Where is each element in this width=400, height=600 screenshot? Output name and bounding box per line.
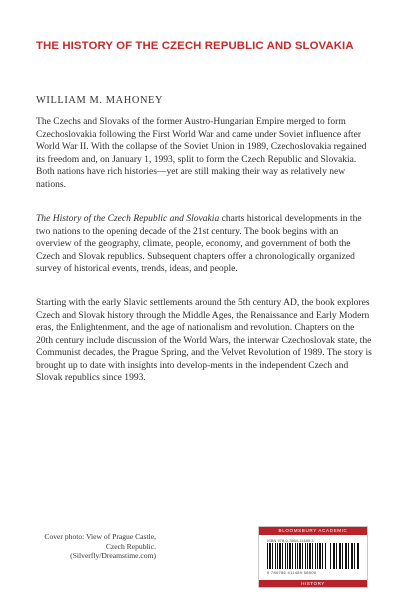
barcode-numbers: 9 780786 411489 58500 [267, 570, 317, 575]
book-title-italic: The History of the Czech Republic and Slovakia [36, 213, 220, 224]
publisher-band: BLOOMSBURY ACADEMIC [259, 527, 367, 535]
cover-photo-credit: Cover photo: View of Prague Castle, Czech Republic. (Silverfly/Dreamstime.com) [44, 532, 156, 561]
barcode-icon [267, 543, 359, 569]
book-title-heading: THE HISTORY OF THE CZECH REPUBLIC AND SLOVAKIA [36, 40, 354, 52]
description-paragraph-1: The Czechs and Slovaks of the former Austro-Hungarian Empire merged to form Czechoslovakia following the First World War and came under Soviet influence after World War II. With the collapse of the Soviet Union in 1989, Czechoslovakia regained its freedom and, on January 1, 1993, split to form the Czech Republic and Slovakia. Both nations have rich histories—yet are still making their way as relatively new nations. [36, 116, 367, 190]
barcode-addon-number: 58500 [303, 570, 317, 575]
barcode-addon-icon [330, 543, 359, 569]
description-paragraph-2 [36, 213, 372, 276]
description-paragraph-3: Starting with the early Slavic settlements around the 5th century AD, the book explores Czech and Slovak history through the Middle Ages, the Renaissance and Early Modern eras, the Enlightenment, and the age of nationalism and revolution. Chapters on the 20th century include discussion of the World Wars, the interwar Czechoslovak state, the Communist decades, the Prague Spring, and the Velvet Revolution of 1989. The story is brought up to date with insights into develop-ments in the independent Czech and Slovak republics since 1993. [36, 297, 372, 384]
paragraph-2-text: charts historical developments in the two nations to the opening decade of the 21st century. The book begins with an overview of the geography, climate, people, economy, and government of both the Czech and Slovak republics. Subsequent chapters offer a chronologically organized survey of historical events, trends, ideas, and people. [36, 213, 362, 275]
barcode-block [258, 526, 368, 588]
author-name: WILLIAM M. MAHONEY [36, 95, 164, 106]
isbn-text: ISBN 978-0-7864-11489-3 [267, 538, 314, 543]
category-band: HISTORY [259, 580, 367, 587]
